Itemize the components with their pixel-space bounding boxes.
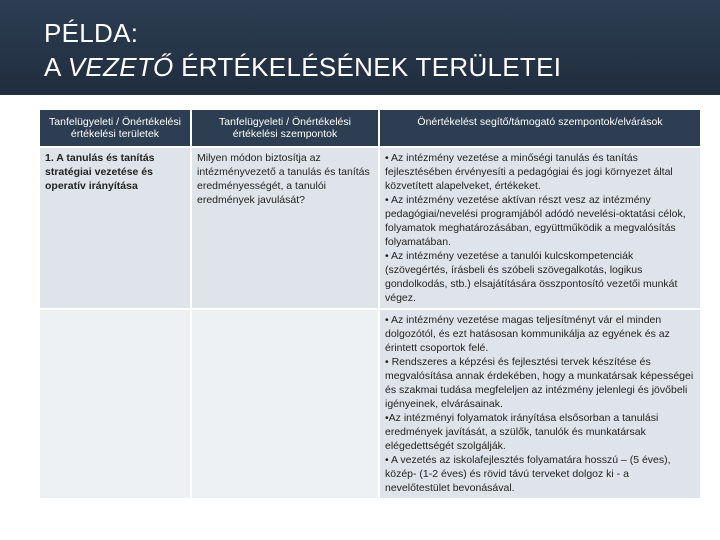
table-row — [40, 310, 700, 498]
expectations-cell — [380, 310, 700, 498]
slide-title — [44, 16, 561, 84]
expectation-item: • Az intézmény vezetése aktívan részt vesz az intézmény pedagógiai/nevelési programjából adódó nevelési-oktatási célok, folyamatok meghatározásában, együttműködik a megvalósítás folyamatában. — [385, 194, 686, 248]
title-prefix: A — [44, 52, 68, 82]
table-header-row — [40, 110, 700, 146]
evaluation-table — [38, 108, 702, 500]
header-criteria: Tanfelügyeleti / Önértékelési értékelési szempontok — [192, 110, 378, 146]
expectations-cell — [380, 148, 700, 308]
expectation-item: • A vezetés az iskolafejlesztés folyamatára hosszú – (5 éves), közép- (1-2 éves) és rövid távú terveket dolgoz ki - a nevelőtestület bevonásával. — [385, 454, 671, 494]
header-expectations: Önértékelést segítő/támogató szempontok/elvárások — [380, 110, 700, 146]
expectation-item: • Rendszeres a képzési és fejlesztési tervek készítése és megvalósítása annak érdekében, hogy a munkatársak képességei és szakmai tudása megfeleljen az intézmény jelenlegi és jövőbeli igényeinek, elvárásainak. — [385, 356, 694, 410]
empty-area-cell — [40, 310, 190, 498]
expectation-item: • Az intézmény vezetése magas teljesítményt vár el minden dolgozótól, és ezt hatásosan kommunikálja az egyének és az érintett csoportok felé. — [385, 314, 670, 354]
expectation-item: • Az intézmény vezetése a tanulói kulcskompetenciák (szövegértés, írásbeli és szóbeli szövegalkotás, logikus gondolkodás, stb.) elsajátítására összpontosító vezetői munkát végez. — [385, 250, 678, 304]
area-cell: 1. A tanulás és tanítás stratégiai vezetése és operatív irányítása — [40, 148, 190, 308]
expectation-item: •Az intézményi folyamatok irányítása elsősorban a tanulási eredmények javítását, a szülők, tanulók és munkatársak elégedettségét szolgálják. — [385, 412, 659, 452]
header-areas: Tanfelügyeleti / Önértékelési értékelési területek — [40, 110, 190, 146]
empty-criterion-cell — [192, 310, 378, 498]
criterion-cell: Milyen módon biztosítja az intézményvezető a tanulás és tanítás eredményességét, a tanulói eredmények javulását? — [192, 148, 378, 308]
title-line-2 — [44, 50, 561, 84]
title-suffix: ÉRTÉKELÉSÉNEK TERÜLETEI — [173, 52, 562, 82]
table-row — [40, 148, 700, 308]
title-line-1: PÉLDA: — [44, 18, 139, 48]
title-italic-word: VEZETŐ — [67, 52, 174, 82]
slide-header — [0, 0, 720, 95]
expectation-item: • Az intézmény vezetése a minőségi tanulás és tanítás fejlesztésében érvényesíti a pedagógiai és jogi környezet által közvetített alapelveket, értékeket. — [385, 152, 673, 192]
